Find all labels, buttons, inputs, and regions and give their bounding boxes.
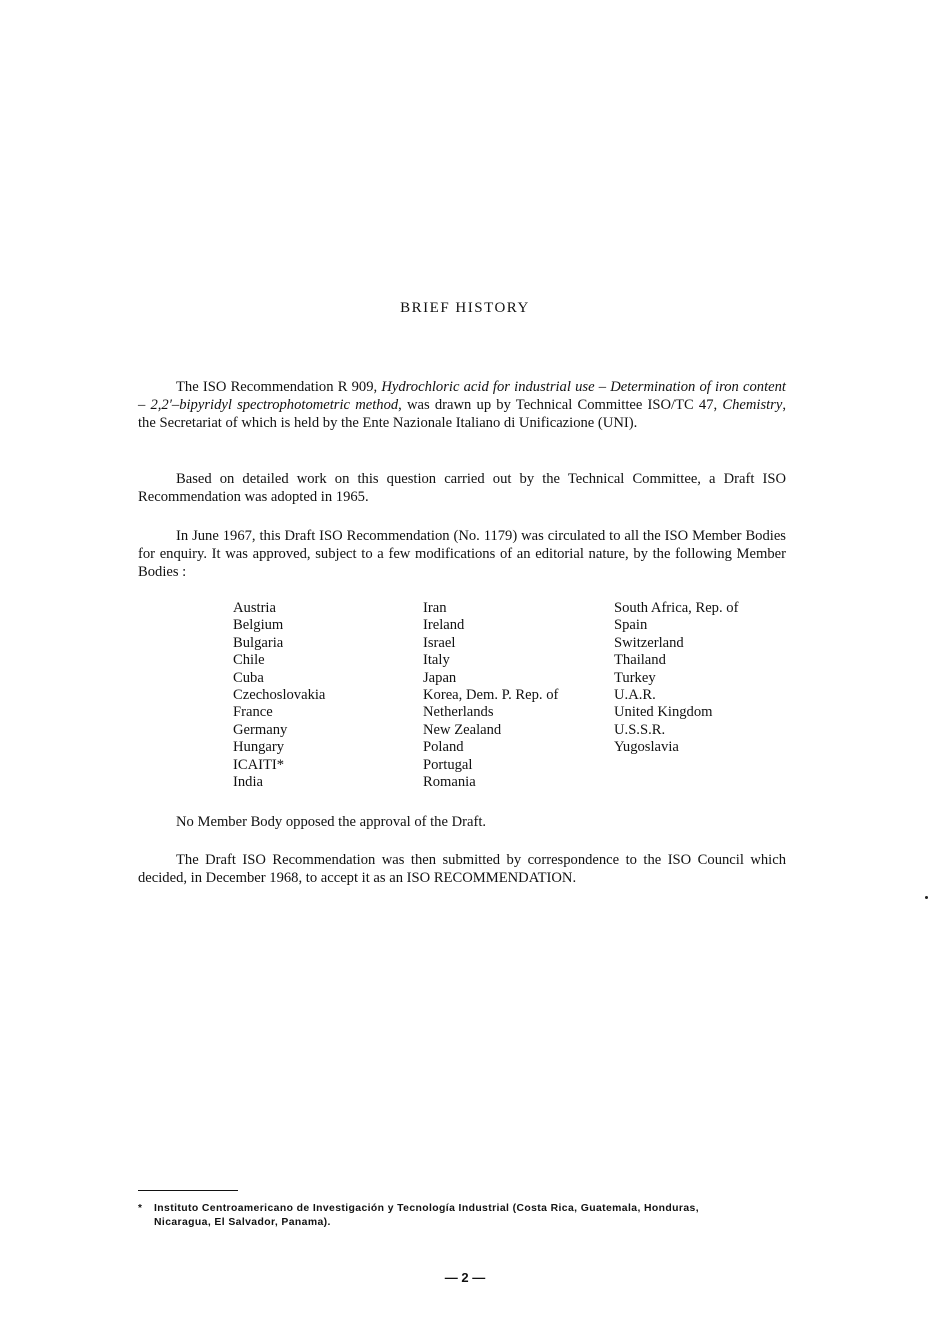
member-body: Poland <box>423 739 464 756</box>
enquiry-paragraph: In June 1967, this Draft ISO Recommendation (No. 1179) was circulated to all the ISO Member Bodies for enquiry. It was approved, subject to a few modifications of an editorial nature, by the following Member Bodies : <box>138 528 786 580</box>
member-body: Yugoslavia <box>614 739 679 756</box>
member-body: Cuba <box>233 669 264 686</box>
member-body: U.S.S.R. <box>614 721 666 738</box>
member-body: Austria <box>233 600 276 616</box>
member-body: Hungary <box>233 739 285 756</box>
member-bodies-column-1 <box>233 600 325 791</box>
footnote <box>138 1202 788 1230</box>
member-body: Romania <box>423 774 476 791</box>
member-bodies-column-3 <box>614 600 738 757</box>
member-body: Chile <box>233 652 265 669</box>
intro-text-3: , the Secretariat of which is held by the Ente Nazionale Italiano di Unificazione (UNI). <box>138 397 786 431</box>
member-body: Portugal <box>423 756 473 773</box>
recommendation-title: Hydrochloric acid for industrial use – Determination of iron content – 2,2′–bipyridyl spectrophotometric method <box>138 379 786 413</box>
member-body: France <box>233 704 273 721</box>
member-body: Germany <box>233 721 288 738</box>
member-body: Netherlands <box>423 704 494 721</box>
footnote-divider <box>138 1190 238 1191</box>
council-paragraph: The Draft ISO Recommendation was then submitted by correspondence to the ISO Council which decided, in December 1968, to accept it as an ISO RECOMMENDATION. <box>138 852 786 886</box>
member-body: Belgium <box>233 617 284 634</box>
member-body: Turkey <box>614 669 656 686</box>
member-body: Bulgaria <box>233 634 284 651</box>
member-body: Israel <box>423 634 456 651</box>
member-body: Japan <box>423 669 457 686</box>
member-body: ICAITI* <box>233 756 285 773</box>
footnote-line-2: Nicaragua, El Salvador, Panama). <box>154 1217 331 1228</box>
member-body: Iran <box>423 600 447 616</box>
member-body: South Africa, Rep. of <box>614 600 739 616</box>
intro-paragraph <box>138 378 786 432</box>
member-body: Switzerland <box>614 634 684 651</box>
scan-speck <box>925 896 928 899</box>
page-number: — 2 — <box>444 1270 486 1285</box>
footnote-mark: * <box>138 1203 143 1214</box>
no-opposition-line: No Member Body opposed the approval of the Draft. <box>176 814 487 830</box>
member-body: Korea, Dem. P. Rep. of <box>423 687 559 704</box>
member-body: Italy <box>423 652 450 669</box>
member-body: India <box>233 774 263 791</box>
committee-subject: Chemistry <box>722 397 783 413</box>
member-body: New Zealand <box>423 721 502 738</box>
member-body: United Kingdom <box>614 704 713 721</box>
intro-text-2: , was drawn up by Technical Committee ISO/TC 47, <box>398 397 723 413</box>
member-bodies-column-2 <box>423 600 558 791</box>
intro-text-1: The ISO Recommendation R 909, <box>176 379 382 395</box>
member-body: Ireland <box>423 617 465 634</box>
draft-paragraph: Based on detailed work on this question carried out by the Technical Committee, a Draft ISO Recommendation was adopted in 1965. <box>138 471 786 505</box>
member-body: Thailand <box>614 652 666 669</box>
member-body: U.A.R. <box>614 687 656 704</box>
page-title: BRIEF HISTORY <box>400 300 530 316</box>
footnote-line-1: Instituto Centroamericano de Investigación y Tecnología Industrial (Costa Rica, Guatemala, Honduras, <box>154 1203 700 1214</box>
member-body: Czechoslovakia <box>233 687 326 704</box>
member-body: Spain <box>614 617 648 634</box>
